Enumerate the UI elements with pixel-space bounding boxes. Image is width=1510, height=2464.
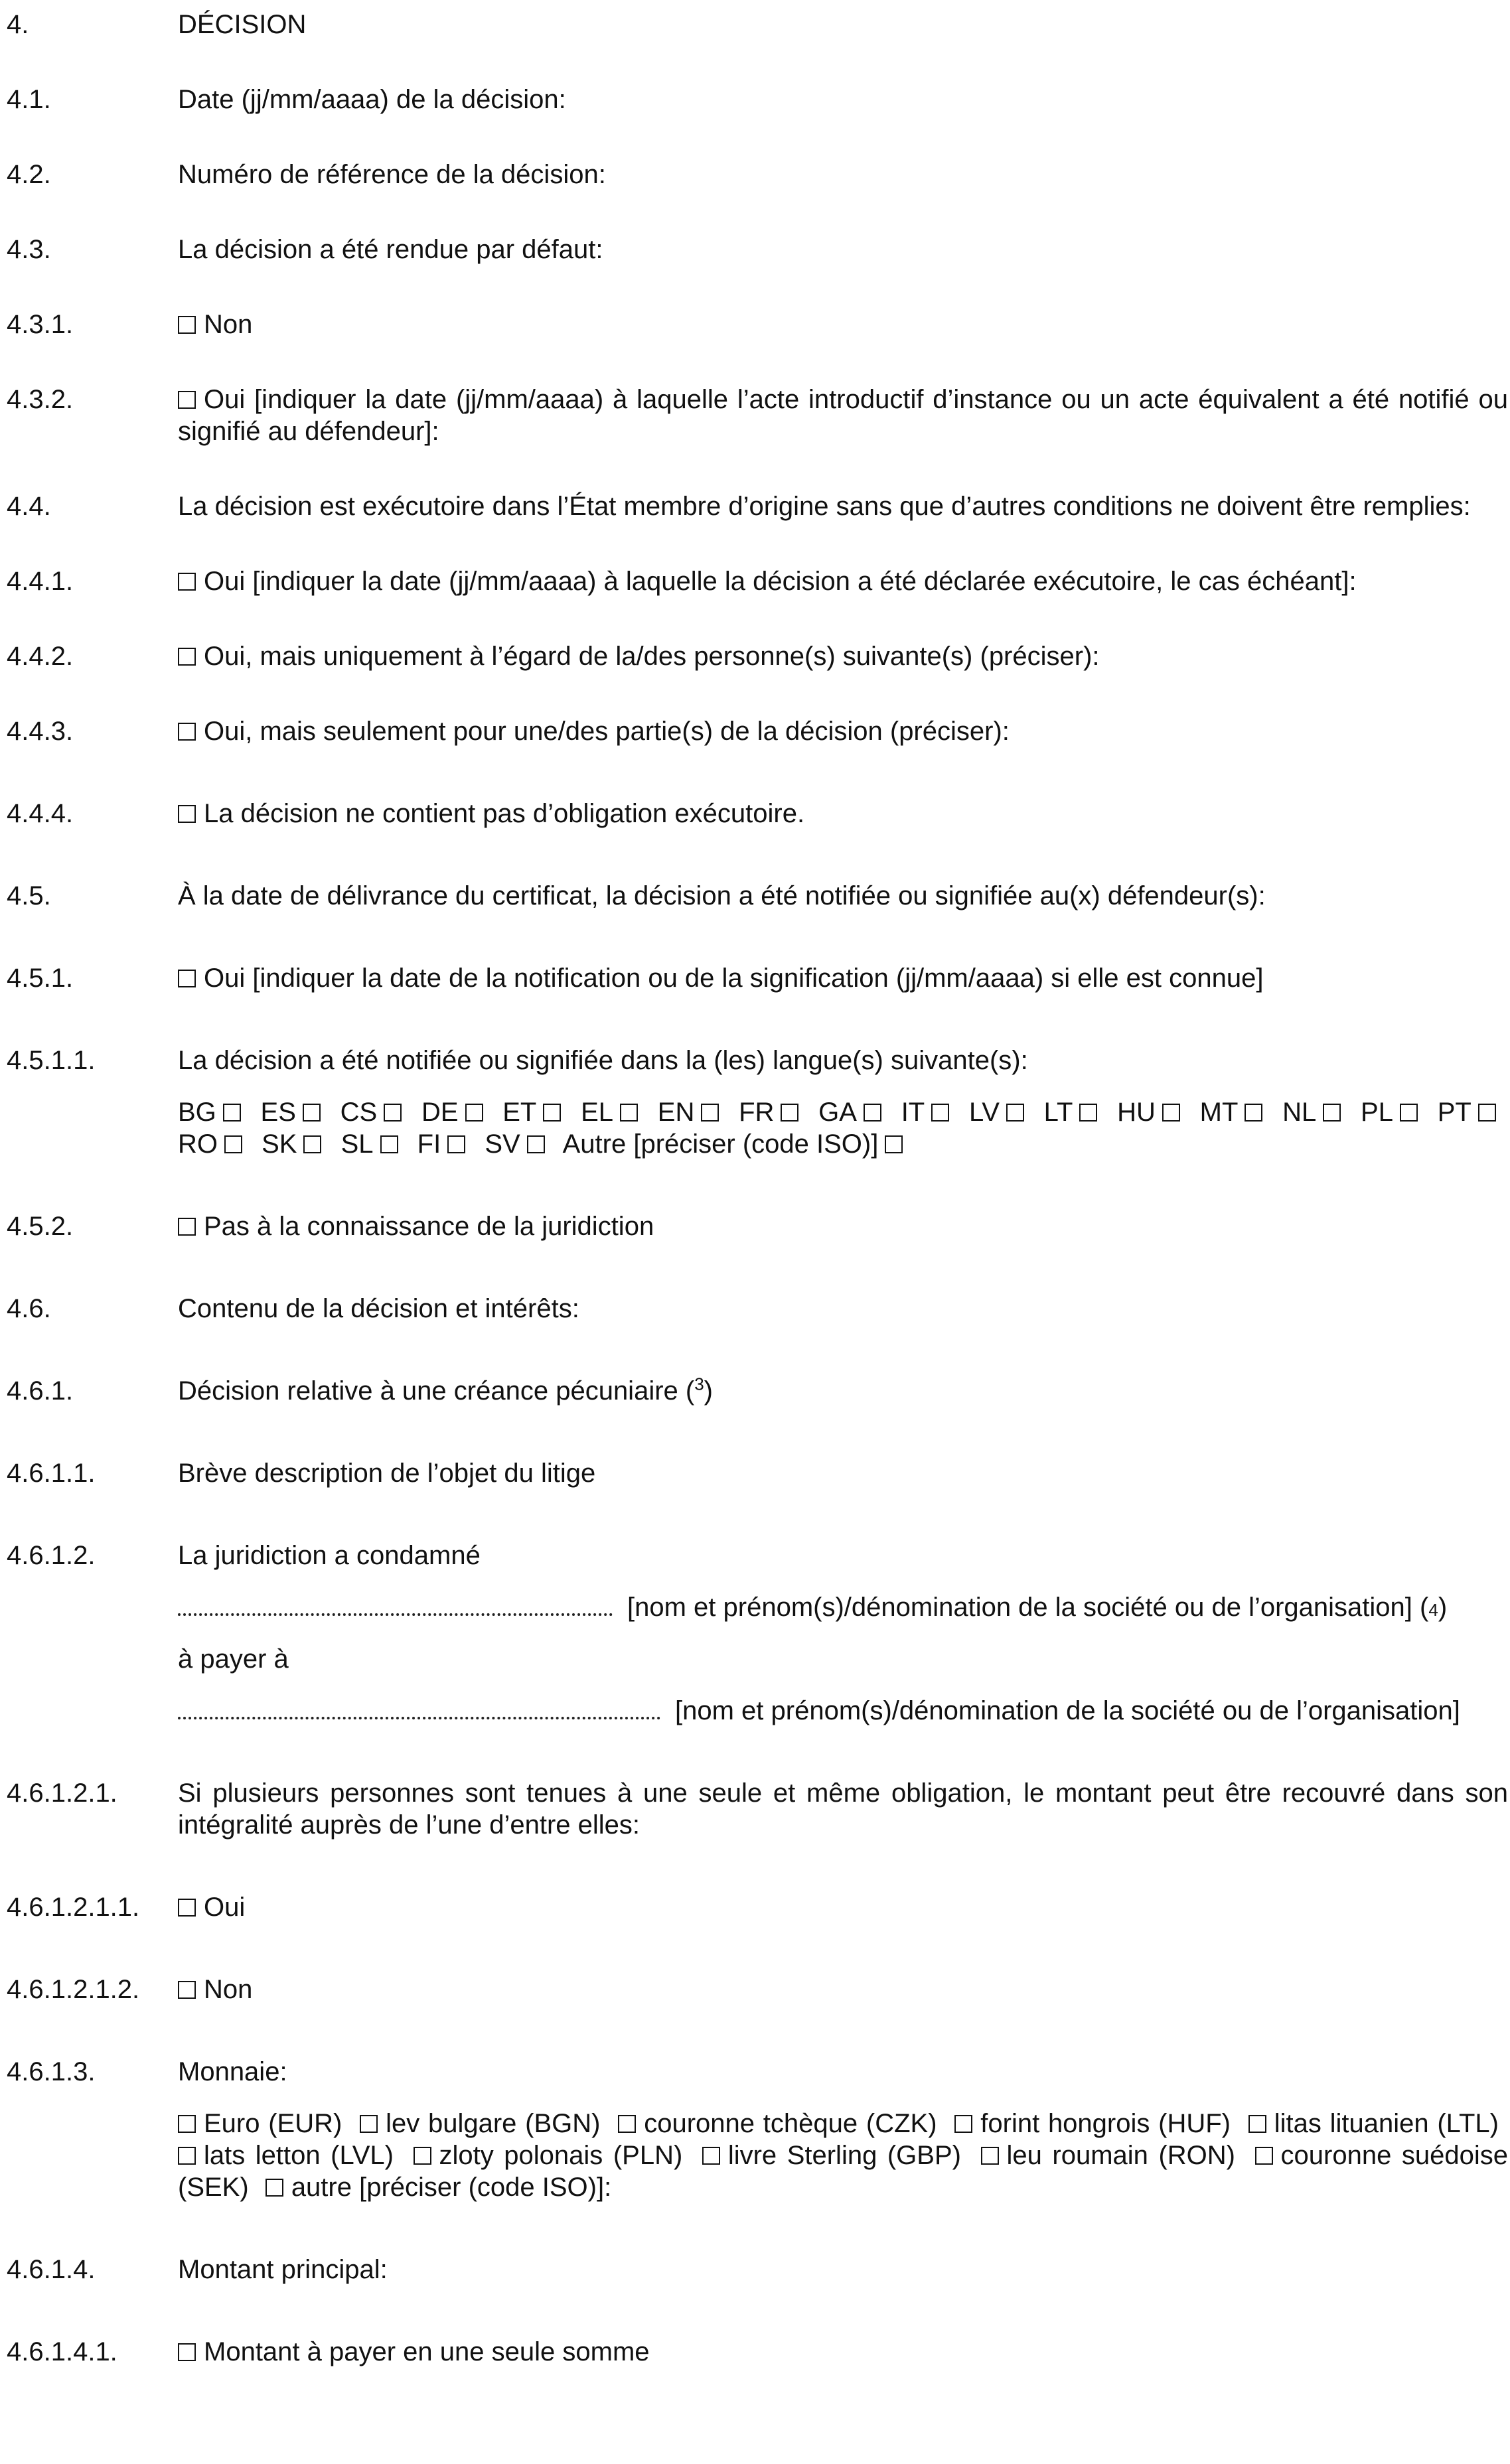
language-option: [178, 1129, 248, 1159]
checkbox[interactable]: [178, 1218, 196, 1236]
checkbox[interactable]: [224, 1135, 242, 1153]
language-code: EL: [581, 1098, 614, 1127]
currency-option-label: Euro (EUR): [204, 2109, 342, 2138]
language-option: [262, 1129, 327, 1159]
language-code: FR: [739, 1098, 775, 1127]
section-number: 4.6.1.2.1.1.: [7, 1893, 140, 1922]
section-number: 4.6.1.4.1.: [7, 2337, 117, 2366]
section-4-6-1-4: [7, 2254, 1508, 2285]
section-number: 4.6.1.: [7, 1376, 74, 1406]
service-status-label: À la date de délivrance du certificat, la décision a été notifiée ou signifiée au(x) défendeur(s):: [178, 881, 1266, 910]
section-number: 4.3.: [7, 235, 51, 264]
enforceable-label: La décision est exécutoire dans l’État membre d’origine sans que d’autres conditions ne doivent être remplies:: [178, 492, 1471, 521]
checkbox[interactable]: [465, 1104, 483, 1122]
pay-to-label: à payer à: [178, 1644, 289, 1674]
option-oui-notification-date-label: Oui [indiquer la date de la notification ou de la signification (jj/mm/aaaa) si elle est connue]: [204, 964, 1264, 993]
language-option: [1044, 1098, 1103, 1127]
checkbox[interactable]: [1478, 1104, 1496, 1122]
language-option: [421, 1098, 489, 1127]
checkbox[interactable]: [178, 1981, 196, 1999]
section-4-5-1: [7, 962, 1508, 994]
checkbox[interactable]: [1079, 1104, 1097, 1122]
currency-option-label: leu roumain (RON): [1006, 2141, 1235, 2170]
checkbox[interactable]: [1400, 1104, 1418, 1122]
language-option: [1117, 1098, 1185, 1127]
language-code: IT: [901, 1098, 925, 1127]
section-4-6-1-1: [7, 1457, 1508, 1489]
currency-option-label: autre [préciser (code ISO)]:: [291, 2173, 612, 2202]
language-option: [901, 1098, 955, 1127]
option-oui-label: Oui: [204, 1893, 246, 1922]
section-number: 4.4.4.: [7, 799, 74, 828]
language-option: [818, 1098, 887, 1127]
footnote-ref[interactable]: 3: [694, 1374, 704, 1394]
checkbox[interactable]: [178, 723, 196, 741]
currency-option-label: lev bulgare (BGN): [386, 2109, 601, 2138]
checkbox[interactable]: [1162, 1104, 1180, 1122]
language-option: [1361, 1098, 1423, 1127]
language-option: [261, 1098, 326, 1127]
checkbox[interactable]: [701, 1104, 719, 1122]
checkbox[interactable]: [384, 1104, 402, 1122]
option-not-known-label: Pas à la connaissance de la juridiction: [204, 1212, 654, 1241]
section-number: 4.6.1.1.: [7, 1459, 96, 1488]
decision-date-label: Date (jj/mm/aaaa) de la décision:: [178, 85, 566, 114]
language-option: [1200, 1098, 1268, 1127]
section-4-5: [7, 880, 1508, 912]
currency-option-label: livre Sterling (GBP): [727, 2141, 961, 2170]
joint-liability-label: Si plusieurs personnes sont tenues à une seule et même obligation, le montant peut être recouvré dans son intégralité auprès de l’une d’entre elles:: [178, 1778, 1508, 1840]
section-title: DÉCISION: [178, 10, 307, 39]
dispute-description-label: Brève description de l’objet du litige: [178, 1459, 596, 1488]
option-oui-enforceable-date-label: Oui [indiquer la date (jj/mm/aaaa) à laquelle la décision a été déclarée exécutoire, le cas échéant]:: [204, 567, 1357, 596]
language-code: HU: [1117, 1098, 1156, 1127]
debtor-placeholder: [nom et prénom(s)/dénomination de la société ou de l’organisation] (: [627, 1593, 1429, 1622]
monetary-claim-label: Décision relative à une créance pécuniaire (: [178, 1376, 695, 1406]
language-code: GA: [818, 1098, 857, 1127]
section-number: 4.3.1.: [7, 310, 74, 339]
checkbox[interactable]: [1006, 1104, 1024, 1122]
language-option: [563, 1129, 909, 1159]
checkbox[interactable]: [178, 970, 196, 987]
checkbox[interactable]: [620, 1104, 638, 1122]
languages-label: La décision a été notifiée ou signifiée dans la (les) langue(s) suivante(s):: [178, 1046, 1028, 1075]
language-option: [581, 1098, 643, 1127]
checkbox[interactable]: [885, 1135, 903, 1153]
language-option: [1282, 1098, 1346, 1127]
checkbox[interactable]: [543, 1104, 561, 1122]
checkbox[interactable]: [178, 1899, 196, 1917]
checkbox[interactable]: [1255, 2147, 1273, 2165]
language-code: FI: [417, 1129, 441, 1159]
section-number: 4.6.1.2.1.: [7, 1778, 117, 1808]
section-4-3: [7, 234, 1508, 265]
checkbox[interactable]: [303, 1104, 321, 1122]
section-number: 4.4.2.: [7, 642, 74, 671]
language-code: SK: [262, 1129, 297, 1159]
section-number: 4.5.2.: [7, 1212, 74, 1241]
section-number: 4.3.2.: [7, 385, 74, 414]
section-4-5-1-1: [7, 1045, 1508, 1160]
language-code: SL: [340, 1129, 374, 1159]
checkbox[interactable]: [931, 1104, 949, 1122]
paren-close: ): [1438, 1593, 1448, 1622]
checkbox[interactable]: [303, 1135, 321, 1153]
principal-amount-label: Montant principal:: [178, 2255, 388, 2284]
decision-content-label: Contenu de la décision et intérêts:: [178, 1294, 579, 1323]
section-4-6-1-2: [7, 1540, 1508, 1727]
section-number: 4.4.: [7, 492, 51, 521]
language-code: BG: [178, 1098, 216, 1127]
currency-option-label: lats letton (LVL): [204, 2141, 394, 2170]
section-number: 4.6.1.2.1.2.: [7, 1975, 140, 2004]
option-oui-persons-label: Oui, mais uniquement à l’égard de la/des personne(s) suivante(s) (préciser):: [204, 642, 1100, 671]
section-4-3-1: [7, 309, 1508, 340]
debtor-fill-in-field[interactable]: [178, 1593, 613, 1616]
creditor-line: [178, 1695, 1508, 1727]
language-code: CS: [340, 1098, 378, 1127]
section-4-6-1-2-1: [7, 1777, 1508, 1841]
option-single-sum-label: Montant à payer en une seule somme: [204, 2337, 650, 2366]
section-4-4-4: [7, 798, 1508, 830]
section-number: 4.6.1.3.: [7, 2057, 96, 2086]
language-code: SV: [485, 1129, 520, 1159]
paren-close: ): [704, 1376, 713, 1406]
checkbox[interactable]: [864, 1104, 881, 1122]
checkbox[interactable]: [178, 2147, 196, 2165]
language-option: [739, 1098, 804, 1127]
section-4-5-2: [7, 1210, 1508, 1242]
section-4-4-1: [7, 565, 1508, 597]
checkbox[interactable]: [178, 391, 196, 409]
checkbox[interactable]: [380, 1135, 398, 1153]
checkbox[interactable]: [223, 1104, 241, 1122]
language-code: ES: [260, 1098, 296, 1127]
section-4-1: [7, 84, 1508, 115]
option-oui-parts-label: Oui, mais seulement pour une/des partie(s) de la décision (préciser):: [204, 717, 1010, 746]
language-code: ET: [502, 1098, 537, 1127]
language-option: [658, 1098, 725, 1127]
checkbox[interactable]: [1323, 1104, 1341, 1122]
currency-label: Monnaie:: [178, 2057, 287, 2086]
checkbox[interactable]: [265, 2179, 283, 2197]
checkbox[interactable]: [178, 648, 196, 666]
language-option: [485, 1129, 550, 1159]
checkbox[interactable]: [178, 573, 196, 591]
checkbox[interactable]: [1248, 2115, 1266, 2133]
court-ordered-label: La juridiction a condamné: [178, 1541, 481, 1570]
section-4-6-1: [7, 1375, 1508, 1407]
currency-option-label: couronne suédoise (SEK): [178, 2141, 1508, 2202]
section-number: 4.5.1.: [7, 964, 74, 993]
section-4-3-2: [7, 384, 1508, 447]
language-code: Autre [préciser (code ISO)]: [562, 1129, 879, 1159]
option-no-obligation-label: La décision ne contient pas d’obligation exécutoire.: [204, 799, 805, 828]
checkbox[interactable]: [527, 1135, 545, 1153]
section-4-2: [7, 159, 1508, 190]
section-4-6-1-4-1: [7, 2336, 1508, 2368]
language-option: [969, 1098, 1029, 1127]
section-4-4-3: [7, 715, 1508, 747]
section-number: 4.2.: [7, 160, 51, 189]
section-4-4: [7, 490, 1508, 522]
reference-number-label: Numéro de référence de la décision:: [178, 160, 606, 189]
language-option: [1438, 1098, 1501, 1127]
language-code: RO: [178, 1129, 218, 1159]
checkbox[interactable]: [702, 2147, 720, 2165]
section-number: 4.1.: [7, 85, 51, 114]
checkbox[interactable]: [981, 2147, 999, 2165]
language-code: LT: [1043, 1098, 1073, 1127]
checkbox[interactable]: [447, 1135, 465, 1153]
currency-checkbox-list: [178, 2108, 1508, 2203]
checkbox[interactable]: [360, 2115, 378, 2133]
section-4-6: [7, 1293, 1508, 1325]
section-number: 4.5.1.1.: [7, 1046, 96, 1075]
section-number: 4.6.: [7, 1294, 51, 1323]
language-code: PL: [1361, 1098, 1393, 1127]
section-number: 4.5.: [7, 881, 51, 910]
section-4-6-1-3: [7, 2056, 1508, 2203]
language-option: [178, 1098, 246, 1127]
section-4-4-2: [7, 640, 1508, 672]
decision-certificate-page: [7, 0, 1508, 2368]
creditor-placeholder: [nom et prénom(s)/dénomination de la société ou de l’organisation]: [675, 1696, 1460, 1725]
currency-option-label: litas lituanien (LTL): [1274, 2109, 1499, 2138]
language-code: DE: [421, 1098, 459, 1127]
section-number: 4.6.1.4.: [7, 2255, 96, 2284]
checkbox[interactable]: [178, 2115, 196, 2133]
section-number: 4.4.3.: [7, 717, 74, 746]
section-number: 4.4.1.: [7, 567, 74, 596]
language-option: [502, 1098, 566, 1127]
language-code: MT: [1199, 1098, 1239, 1127]
checkbox[interactable]: [954, 2115, 972, 2133]
creditor-fill-in-field[interactable]: [178, 1697, 660, 1719]
checkbox[interactable]: [414, 2147, 431, 2165]
language-checkbox-list: [178, 1096, 1508, 1160]
option-non-label: Non: [204, 310, 253, 339]
language-option: [417, 1129, 471, 1159]
language-code: NL: [1282, 1098, 1317, 1127]
debtor-line: [nom et prénom(s)/dénomination de la société ou de l’organisation] ( 4 ): [178, 1591, 1508, 1623]
language-option: [340, 1098, 408, 1127]
language-code: LV: [968, 1098, 1000, 1127]
checkbox[interactable]: [178, 316, 196, 334]
currency-option-label: zloty polonais (PLN): [439, 2141, 683, 2170]
section-4-6-1-2-1-2: [7, 1974, 1508, 2005]
checkbox[interactable]: [618, 2115, 636, 2133]
currency-option-label: couronne tchèque (CZK): [644, 2109, 937, 2138]
checkbox[interactable]: [781, 1104, 798, 1122]
section-4: [7, 9, 1508, 40]
checkbox[interactable]: [178, 2343, 196, 2361]
section-number: 4.: [7, 10, 29, 39]
option-non-label: Non: [204, 1975, 253, 2004]
language-code: PT: [1437, 1098, 1472, 1127]
currency-option-label: forint hongrois (HUF): [980, 2109, 1231, 2138]
default-judgment-label: La décision a été rendue par défaut:: [178, 235, 603, 264]
section-number: 4.6.1.2.: [7, 1541, 96, 1570]
checkbox[interactable]: [178, 805, 196, 823]
language-code: EN: [657, 1098, 695, 1127]
option-oui-service-date-label: Oui [indiquer la date (jj/mm/aaaa) à laquelle l’acte introductif d’instance ou un acte équivalent a été notifié ou signifié au défendeur]:: [178, 385, 1508, 446]
language-option: [341, 1129, 404, 1159]
section-4-6-1-2-1-1: [7, 1891, 1508, 1923]
checkbox[interactable]: [1245, 1104, 1262, 1122]
